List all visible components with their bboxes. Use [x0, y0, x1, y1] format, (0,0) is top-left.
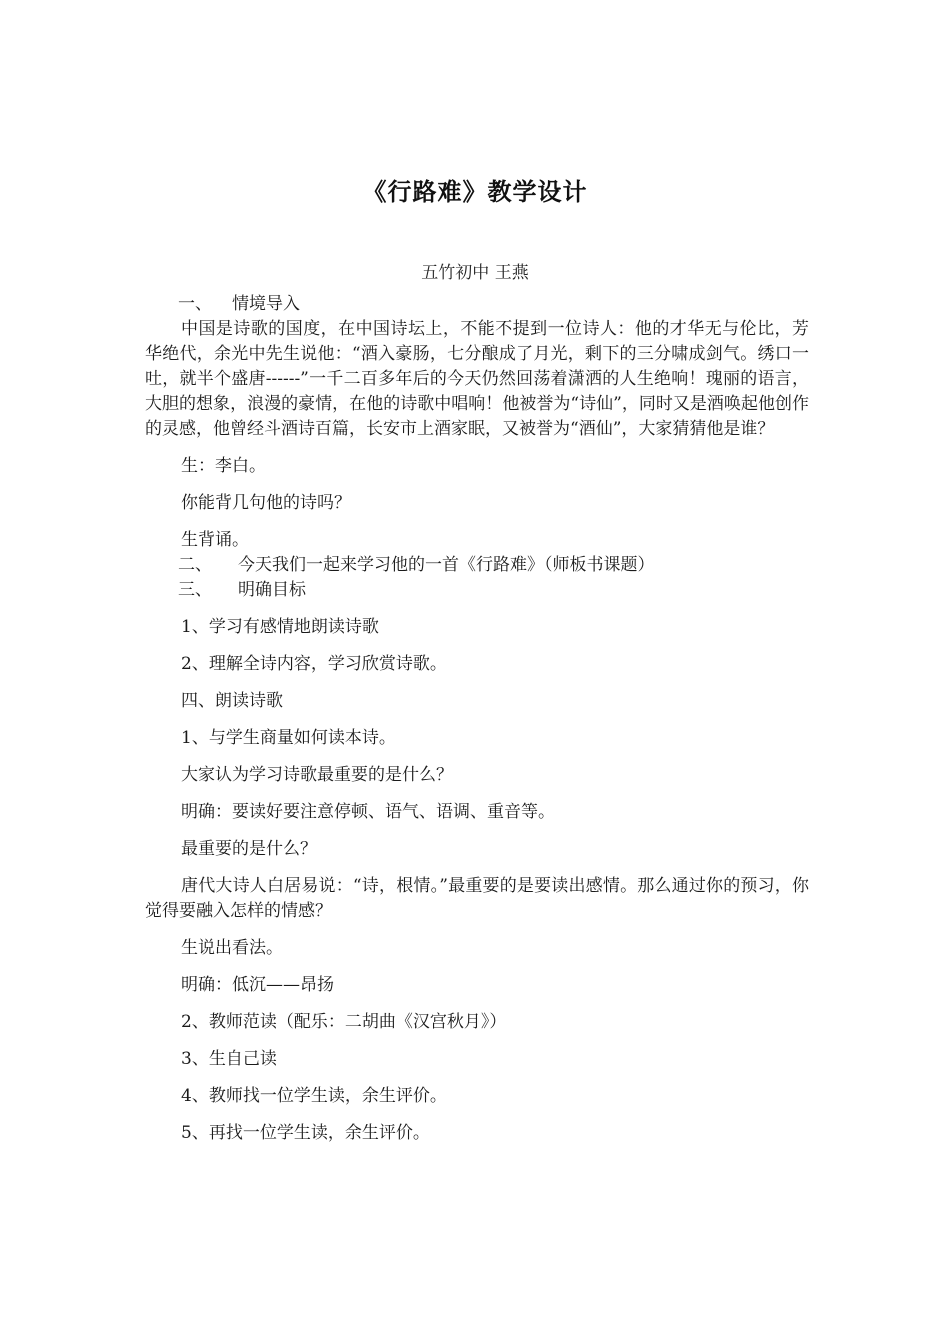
section-number: 三、 — [178, 580, 212, 600]
goal-item-1: 1、学习有感情地朗读诗歌 — [181, 617, 379, 637]
section-text: 今天我们一起来学习他的一首《行路难》（师板书课题） — [238, 555, 655, 575]
reading-step-3: 3、生自己读 — [181, 1049, 277, 1069]
student-answer: 生：李白。 — [181, 456, 266, 476]
intro-paragraph: 中国是诗歌的国度，在中国诗坛上，不能不提到一位诗人：他的才华无与伦比，芳华绝代，余光中先生说他：“酒入豪肠，七分酿成了月光，剩下的三分啸成剑气。绣口一吐，就半个盛唐------”一千二百多年后的今天仍然回荡着潇洒的人生绝响！瑰丽的语言，大胆的想象，浪漫的豪情，在他的诗歌中唱响！他被誉为“诗仙”，同时又是酒唤起他创作的灵感，他曾经斗酒诗百篇，长安市上酒家眠，又被誉为“酒仙”，大家猜猜他是谁？ — [145, 319, 809, 439]
student-views: 生说出看法。 — [181, 938, 283, 958]
reading-step-5: 5、再找一位学生读，余生评价。 — [181, 1123, 430, 1143]
reading-step-2: 2、教师范读（配乐：二胡曲《汉宫秋月》） — [181, 1012, 507, 1032]
reading-step-4: 4、教师找一位学生读，余生评价。 — [181, 1086, 447, 1106]
document-body — [145, 292, 809, 1146]
question-most: 最重要的是什么？ — [181, 839, 317, 859]
section-heading-1 — [145, 292, 809, 317]
bai-juyi-paragraph: 唐代大诗人白居易说：“诗，根情。”最重要的是要读出感情。那么通过你的预习，你觉得要融入怎样的情感？ — [145, 876, 809, 921]
document-author: 五竹初中 王燕 — [421, 263, 529, 283]
student-recite: 生背诵。 — [181, 530, 249, 550]
section-number: 一、 — [178, 294, 212, 314]
section-text: 明确目标 — [238, 580, 306, 600]
section-heading-2 — [145, 553, 809, 578]
section-heading-4: 四、朗读诗歌 — [181, 691, 283, 711]
clarify-2: 明确：低沉——昂扬 — [181, 975, 334, 995]
section-number: 二、 — [178, 555, 212, 575]
section-heading-3 — [145, 578, 809, 603]
section-text: 情境导入 — [232, 294, 300, 314]
goal-item-2: 2、理解全诗内容，学习欣赏诗歌。 — [181, 654, 447, 674]
clarify-1: 明确：要读好要注意停顿、语气、语调、重音等。 — [181, 802, 555, 822]
reading-step-1: 1、与学生商量如何读本诗。 — [181, 728, 396, 748]
question-important: 大家认为学习诗歌最重要的是什么？ — [181, 765, 453, 785]
document-title: 《行路难》教学设计 — [362, 178, 588, 206]
question-recite: 你能背几句他的诗吗？ — [181, 493, 351, 513]
